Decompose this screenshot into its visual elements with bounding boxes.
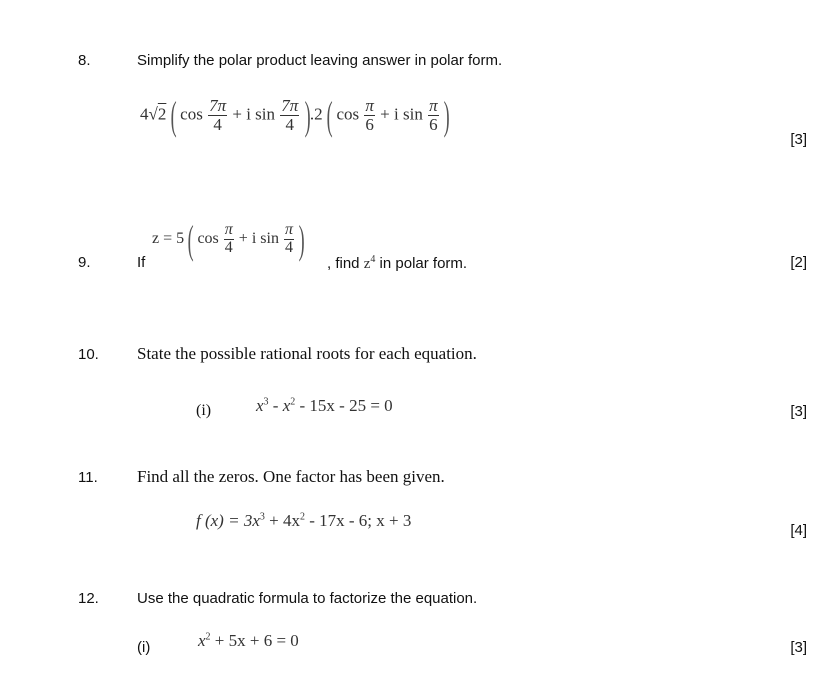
q11-text: Find all the zeros. One factor has been given. [137, 467, 445, 486]
q10-part-label: (i) [196, 402, 212, 419]
q9-if: If [137, 254, 146, 271]
q9-frac2: $\frac{\pi}{4}$ [284, 221, 293, 256]
q9-z-var: z [363, 256, 371, 272]
q12-text: Use the quadratic formula to factorize the equation. [137, 590, 478, 607]
q8-coef1: 4 [140, 104, 149, 124]
q10-marks: [3] [790, 403, 807, 420]
left-paren: ( [170, 93, 177, 138]
q9-polar-text: in polar form. [379, 255, 468, 272]
q11-marks: [4] [790, 522, 807, 539]
q8-number: 8. [78, 52, 91, 69]
q8-frac2: $\frac{7\pi}{4}$ [281, 96, 299, 134]
q12-equation: $x^2 + 5x + 6 = 0$ [198, 631, 299, 650]
q10-text: State the possible rational roots for each equation. [137, 344, 477, 363]
left-paren: ( [326, 93, 333, 138]
q8-frac1: $\frac{7\pi}{4}$ [209, 96, 227, 134]
q8-text: Simplify the polar product leaving answer in polar form. [137, 52, 503, 69]
q9-tail [327, 254, 467, 273]
q8-frac4: $\frac{\pi}{6}$ [429, 96, 438, 134]
q9-frac1: $\frac{\pi}{4}$ [224, 221, 233, 256]
q8-sqrt-arg: 2 [157, 104, 167, 124]
q8-cos2: cos [336, 104, 360, 124]
q10-number: 10. [78, 346, 99, 363]
q9-number: 9. [78, 254, 91, 271]
q12-part-label: (i) [137, 639, 151, 656]
q8-plus-isin2: + i sin [380, 104, 423, 124]
q10-equation: $x^3 - x^2 - 15x - 25 = 0$ [256, 396, 393, 415]
q9-find-text: , find [327, 255, 360, 272]
q9-plus-isin: + i sin [238, 230, 279, 248]
q12-number: 12. [78, 590, 99, 607]
q11-equation: f $(x) = 3x^3 + 4x^2 - 17x - 6$; x + 3 [196, 511, 412, 530]
q8-plus-isin1: + i sin [232, 104, 276, 124]
q8-expression [140, 92, 449, 139]
sqrt-symbol: √ [148, 104, 158, 124]
q9-z-power: 4 [370, 254, 376, 265]
q8-cos1: cos [180, 104, 203, 124]
q9-lhs: z = 5 [152, 230, 185, 248]
right-paren: ) [298, 217, 305, 262]
q8-frac3: $\frac{\pi}{6}$ [365, 96, 374, 134]
q11-number: 11. [78, 469, 98, 486]
q9-expression [152, 216, 304, 263]
q12-marks: [3] [790, 639, 807, 656]
right-paren: ) [304, 93, 311, 138]
q9-marks: [2] [790, 254, 807, 271]
q8-marks: [3] [790, 131, 807, 148]
q8-coef2: .2 [309, 104, 323, 124]
left-paren: ( [187, 217, 194, 262]
right-paren: ) [443, 93, 450, 138]
q9-cos: cos [197, 230, 219, 248]
